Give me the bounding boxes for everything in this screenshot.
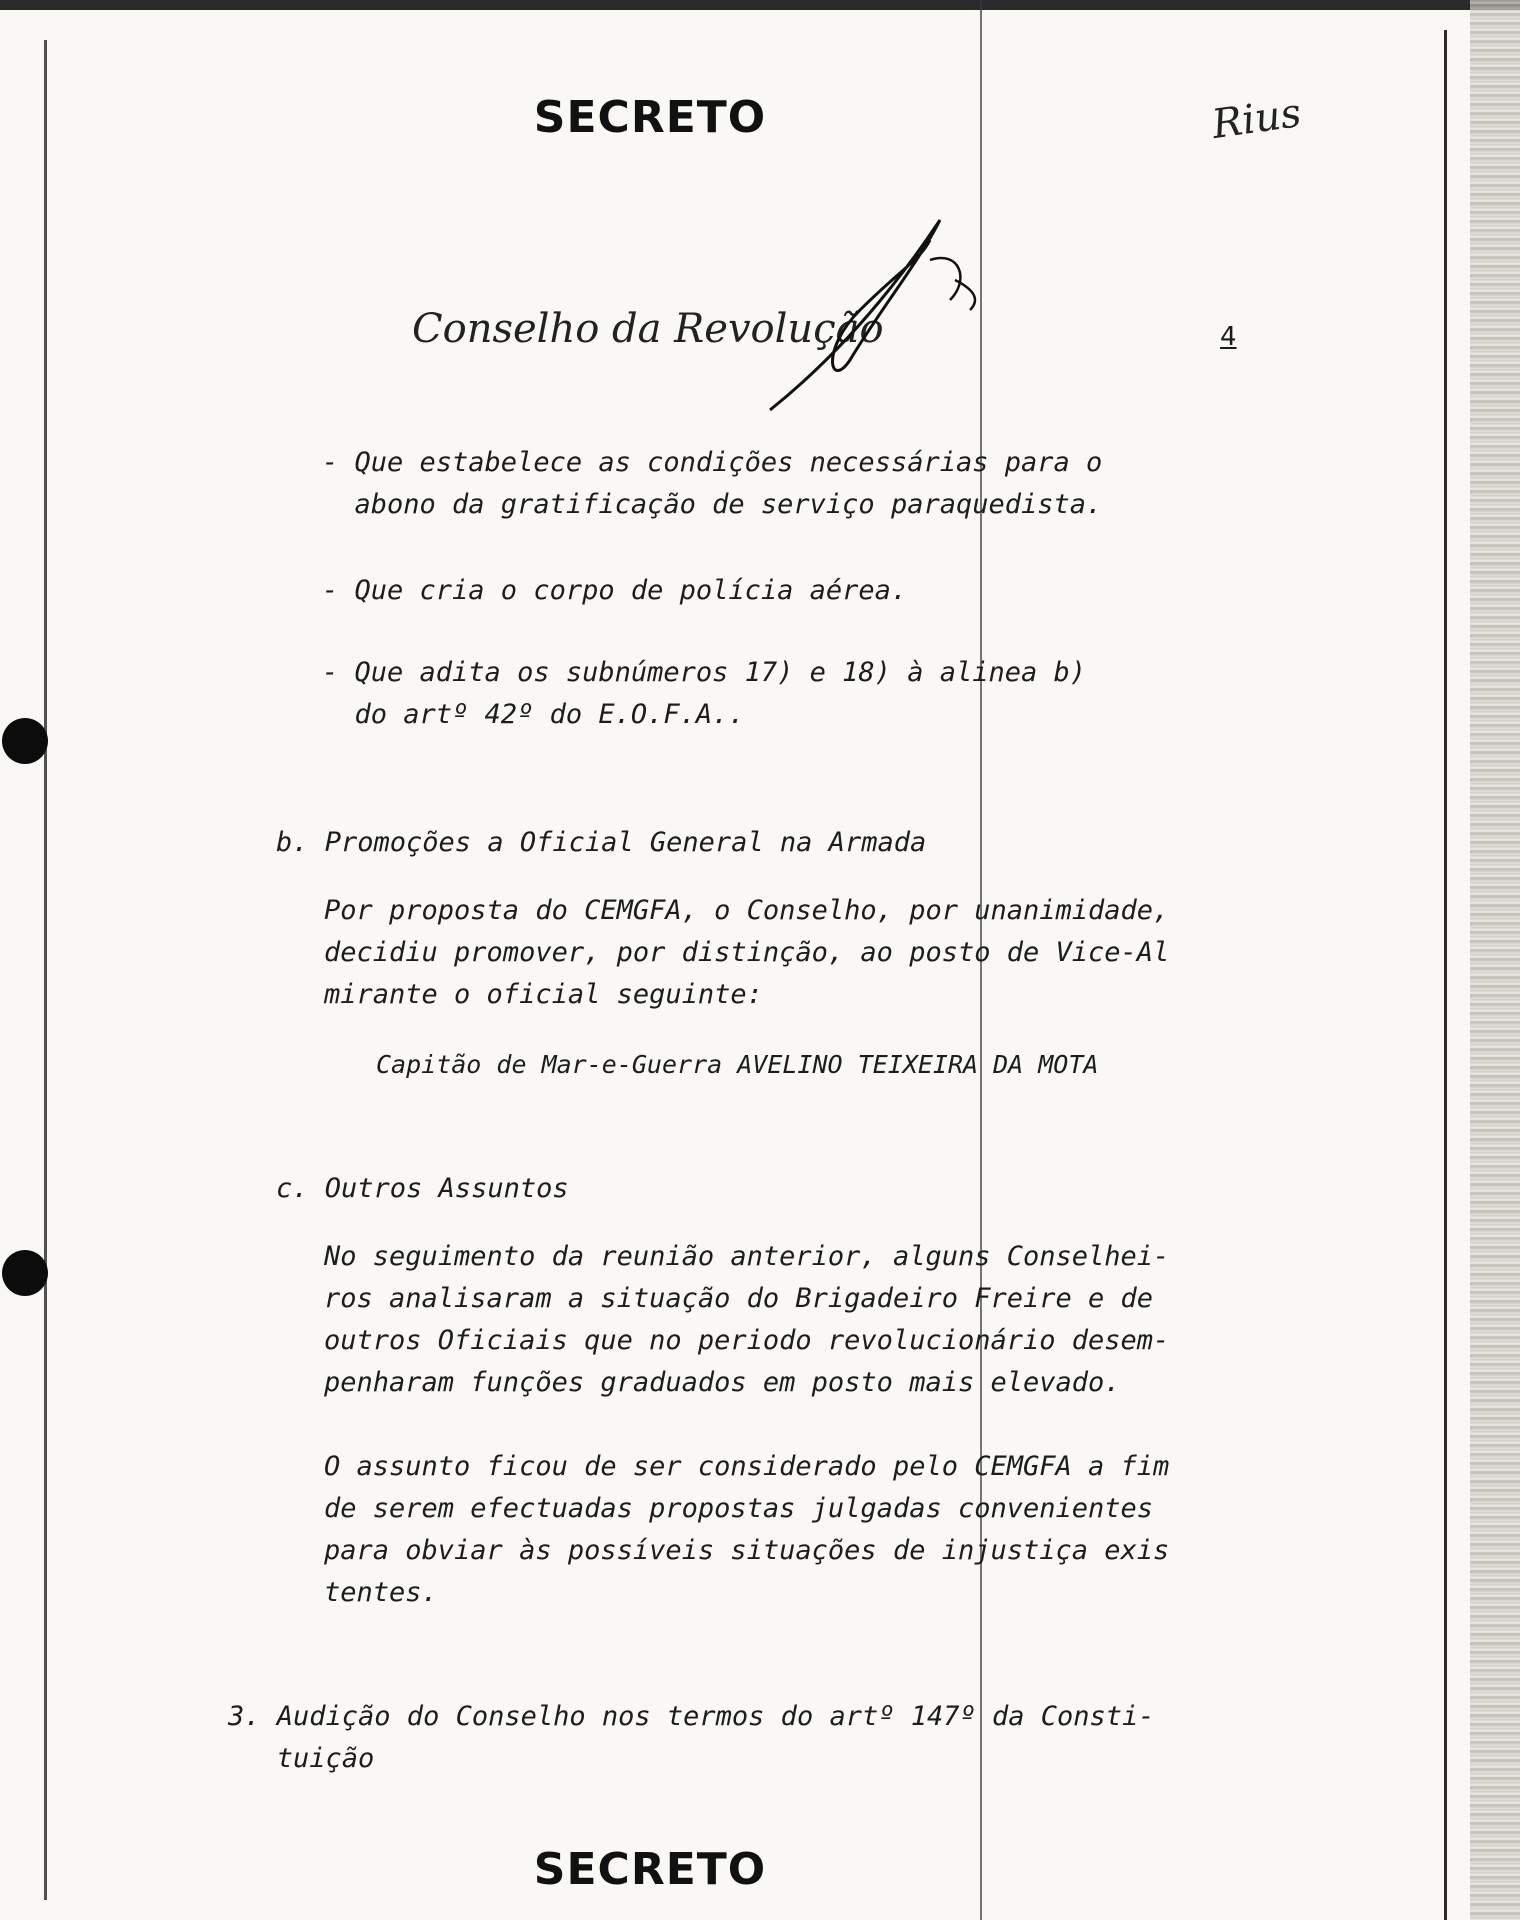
text-line: de serem efectuadas propostas julgadas convenientes	[324, 1493, 1154, 1524]
scan-top-edge	[0, 0, 1520, 10]
text-line: abono da gratificação de serviço paraquedista.	[322, 489, 1103, 520]
list-item	[322, 570, 907, 612]
classification-stamp-bottom: SECRETO	[533, 1844, 767, 1895]
text-line: decidiu promover, por distinção, ao posto de Vice-Al	[324, 937, 1170, 968]
text-line: tuição	[228, 1743, 375, 1774]
scan-right-margin-line	[1444, 30, 1447, 1920]
section-c-paragraph-1	[324, 1236, 1169, 1404]
list-item	[322, 652, 1086, 736]
text-line: O assunto ficou de ser considerado pelo CEMGFA a fim	[324, 1451, 1170, 1482]
section-3-heading	[228, 1696, 1155, 1780]
text-line: - Que adita os subnúmeros 17) e 18) à alinea b)	[322, 657, 1087, 688]
page-number: 4	[1220, 322, 1237, 352]
text-line: tentes.	[324, 1577, 438, 1608]
signature-icon	[760, 200, 1020, 420]
text-line: ros analisaram a situação do Brigadeiro Freire e de	[324, 1283, 1154, 1314]
text-line: do artº 42º do E.O.F.A..	[322, 699, 745, 730]
text-line: - Que estabelece as condições necessárias para o	[322, 447, 1103, 478]
text-line: outros Oficiais que no periodo revolucionário desem-	[324, 1325, 1170, 1356]
text-line: Por proposta do CEMGFA, o Conselho, por unanimidade,	[324, 895, 1170, 926]
section-c-heading: c. Outros Assuntos	[276, 1173, 569, 1204]
classification-stamp-top: SECRETO	[533, 92, 767, 143]
punch-hole-upper	[2, 718, 48, 764]
text-line: - Que cria o corpo de polícia aérea.	[322, 575, 908, 606]
scan-left-margin-line	[44, 40, 47, 1900]
punch-hole-lower	[2, 1250, 48, 1296]
list-item	[322, 442, 1102, 526]
text-line: para obviar às possíveis situações de injustiça exis	[324, 1535, 1170, 1566]
text-line: No seguimento da reunião anterior, alguns Conselhei-	[324, 1241, 1170, 1272]
promoted-officer: Capitão de Mar-e-Guerra AVELINO TEIXEIRA DA MOTA	[376, 1050, 1099, 1079]
text-line: 3. Audição do Conselho nos termos do artº 147º da Consti-	[228, 1701, 1155, 1732]
letterhead-title: Conselho da Revolução	[412, 306, 884, 352]
section-b-paragraph	[324, 890, 1169, 1016]
handwritten-initials: Rius	[1209, 90, 1304, 148]
text-line: mirante o oficial seguinte:	[324, 979, 763, 1010]
section-b-heading: b. Promoções a Oficial General na Armada	[276, 827, 927, 858]
section-c-paragraph-2	[324, 1446, 1169, 1614]
scan-right-edge-noise	[1470, 0, 1520, 1920]
text-line: penharam funções graduados em posto mais elevado.	[324, 1367, 1121, 1398]
